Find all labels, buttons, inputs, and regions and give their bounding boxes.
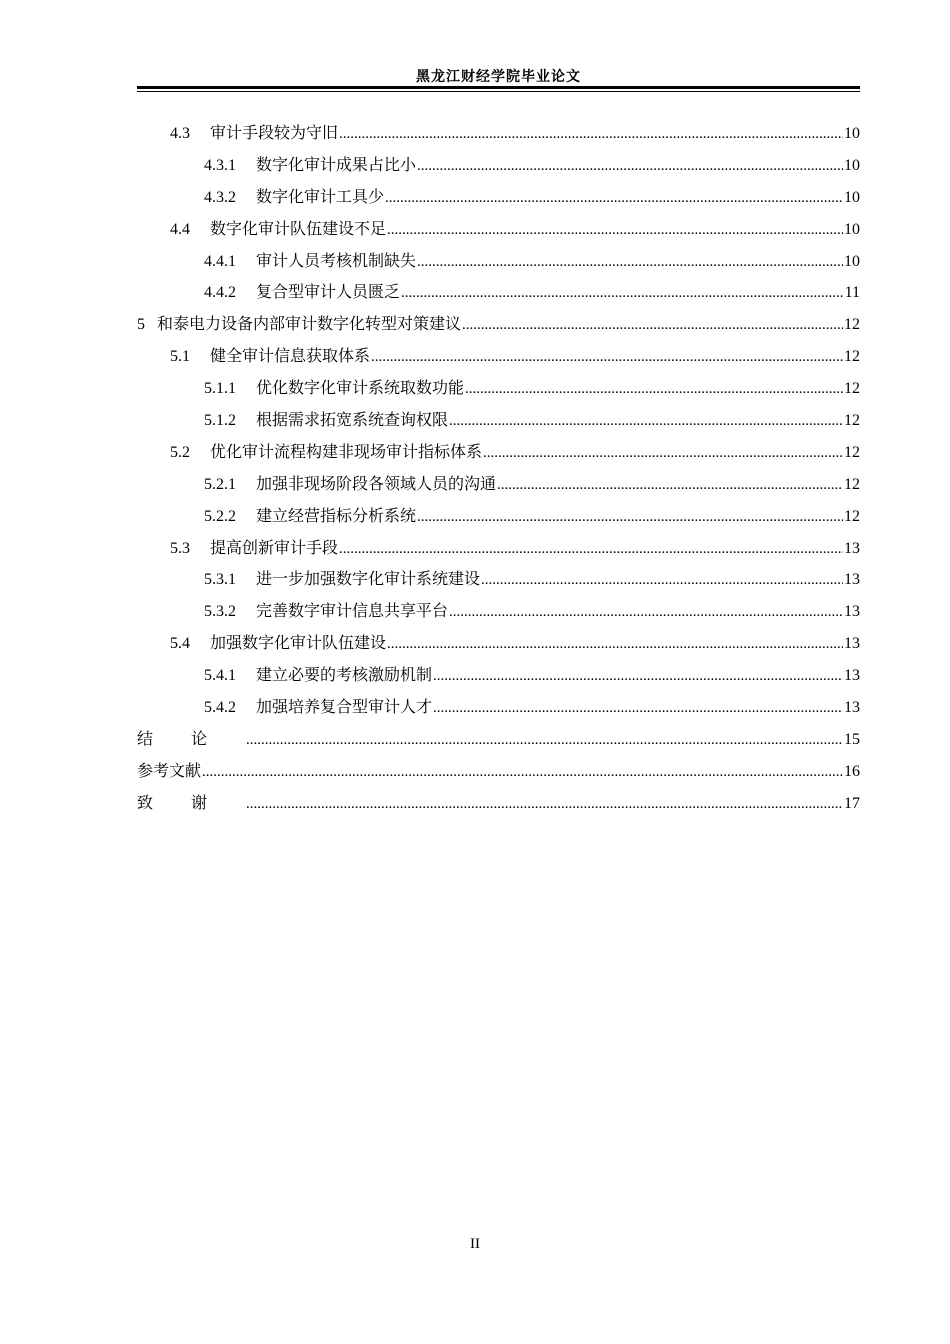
toc-entry-title: 加强数字化审计队伍建设 (210, 633, 387, 653)
toc-entry[interactable] (137, 245, 860, 277)
toc-entry-page: 13 (844, 699, 860, 717)
toc-entry[interactable] (137, 213, 860, 245)
toc-entry-title: 加强培养复合型审计人才 (256, 697, 433, 717)
table-of-contents (137, 117, 860, 819)
toc-entry-title: 提高创新审计手段 (210, 537, 339, 557)
toc-leader-dots (371, 342, 843, 374)
toc-entry[interactable] (137, 372, 860, 404)
toc-leader-dots (481, 565, 843, 597)
toc-entry-number: 5.4.1 (204, 667, 236, 685)
toc-entry[interactable] (137, 755, 860, 787)
toc-entry[interactable] (137, 276, 860, 308)
toc-entry-page: 16 (844, 762, 860, 780)
toc-entry-number: 5.2 (170, 443, 190, 461)
toc-entry-title: 建立必要的考核激励机制 (256, 665, 433, 685)
toc-entry[interactable] (137, 500, 860, 532)
toc-entry-page: 15 (844, 730, 860, 748)
toc-entry[interactable] (137, 340, 860, 372)
toc-leader-dots (202, 757, 843, 789)
toc-entry-number: 5 (137, 316, 145, 334)
toc-entry-number: 5.4.2 (204, 699, 236, 717)
toc-entry-number: 5.1.2 (204, 412, 236, 430)
toc-entry-number: 5.2.2 (204, 507, 236, 525)
toc-entry-title: 优化数字化审计系统取数功能 (256, 378, 465, 398)
toc-entry-number: 4.3 (170, 125, 190, 142)
toc-leader-dots (246, 725, 843, 757)
toc-entry-title: 和泰电力设备内部审计数字化转型对策建议 (157, 314, 462, 334)
toc-entry[interactable] (137, 308, 860, 340)
toc-leader-dots (417, 247, 843, 279)
toc-entry-number: 4.3.1 (204, 156, 236, 174)
toc-entry-title: 数字化审计队伍建设不足 (210, 218, 387, 238)
toc-entry-page: 10 (844, 252, 860, 270)
header-rule-thin (137, 91, 860, 92)
toc-entry-number: 5.2.1 (204, 475, 236, 493)
toc-entry[interactable] (137, 117, 860, 149)
toc-entry[interactable] (137, 691, 860, 723)
toc-entry-title: 加强非现场阶段各领域人员的沟通 (256, 473, 497, 493)
toc-entry-title: 进一步加强数字化审计系统建设 (256, 569, 481, 589)
toc-entry-page: 10 (844, 125, 860, 142)
toc-entry-title: 结论 (137, 728, 246, 748)
toc-leader-dots (449, 597, 843, 629)
toc-entry-title: 优化审计流程构建非现场审计指标体系 (210, 441, 483, 461)
toc-entry-number: 4.3.2 (204, 188, 236, 206)
toc-entry-title: 健全审计信息获取体系 (210, 346, 371, 366)
toc-leader-dots (497, 470, 843, 502)
toc-entry-page: 12 (844, 507, 860, 525)
toc-leader-dots (483, 438, 843, 470)
toc-entry-page: 12 (844, 380, 860, 398)
page-number: II (470, 1236, 480, 1252)
toc-leader-dots (465, 374, 843, 406)
toc-leader-dots (387, 629, 843, 661)
toc-entry-number: 5.3.1 (204, 571, 236, 589)
toc-entry-number: 5.3 (170, 539, 190, 557)
toc-entry-page: 12 (844, 475, 860, 493)
toc-entry-page: 17 (844, 794, 860, 812)
toc-entry-number: 5.1.1 (204, 380, 236, 398)
toc-entry-title: 数字化审计成果占比小 (256, 154, 417, 174)
toc-entry-number: 5.3.2 (204, 603, 236, 621)
toc-entry-page: 10 (844, 220, 860, 238)
toc-leader-dots (417, 502, 843, 534)
toc-entry[interactable] (137, 149, 860, 181)
header-rule-thick (137, 86, 860, 89)
toc-leader-dots (462, 310, 843, 342)
toc-entry-title: 数字化审计工具少 (256, 186, 385, 206)
toc-entry[interactable] (137, 436, 860, 468)
toc-entry[interactable] (137, 627, 860, 659)
toc-entry-number: 5.1 (170, 348, 190, 366)
toc-leader-dots (433, 693, 843, 725)
toc-entry-number: 4.4 (170, 220, 190, 238)
toc-entry-page: 13 (844, 635, 860, 653)
toc-entry-title: 完善数字审计信息共享平台 (256, 601, 449, 621)
toc-entry-title: 审计手段较为守旧 (210, 123, 339, 142)
toc-entry-page: 13 (844, 667, 860, 685)
toc-entry-number: 4.4.2 (204, 284, 236, 302)
toc-entry-page: 10 (844, 188, 860, 206)
toc-entry-title: 复合型审计人员匮乏 (256, 282, 401, 302)
toc-entry[interactable] (137, 787, 860, 819)
toc-leader-dots (339, 119, 843, 151)
toc-entry-title: 根据需求拓宽系统查询权限 (256, 410, 449, 430)
toc-leader-dots (387, 215, 843, 247)
toc-entry[interactable] (137, 659, 860, 691)
toc-leader-dots (417, 151, 843, 183)
toc-entry[interactable] (137, 468, 860, 500)
toc-entry-page: 13 (844, 539, 860, 557)
toc-entry-page: 12 (844, 443, 860, 461)
toc-entry-title: 参考文献 (137, 760, 202, 780)
toc-entry[interactable] (137, 404, 860, 436)
toc-entry[interactable] (137, 595, 860, 627)
toc-entry-page: 13 (844, 603, 860, 621)
toc-leader-dots (449, 406, 843, 438)
toc-entry-title: 致谢 (137, 792, 246, 812)
toc-entry-page: 10 (844, 156, 860, 174)
running-header: 黑龙江财经学院毕业论文 (416, 69, 581, 85)
toc-entry-page: 13 (844, 571, 860, 589)
toc-entry-page: 12 (844, 348, 860, 366)
toc-leader-dots (385, 183, 843, 215)
toc-entry-page: 11 (844, 284, 860, 302)
toc-entry-title: 审计人员考核机制缺失 (256, 250, 417, 270)
toc-leader-dots (246, 789, 843, 821)
toc-entry-number: 5.4 (170, 635, 190, 653)
toc-entry[interactable] (137, 563, 860, 595)
toc-leader-dots (339, 534, 843, 566)
toc-entry[interactable] (137, 532, 860, 564)
toc-leader-dots (433, 661, 843, 693)
toc-entry[interactable] (137, 181, 860, 213)
toc-leader-dots (401, 278, 844, 310)
toc-entry[interactable] (137, 723, 860, 755)
toc-entry-page: 12 (844, 316, 860, 334)
toc-entry-page: 12 (844, 412, 860, 430)
toc-entry-title: 建立经营指标分析系统 (256, 505, 417, 525)
toc-entry-number: 4.4.1 (204, 252, 236, 270)
